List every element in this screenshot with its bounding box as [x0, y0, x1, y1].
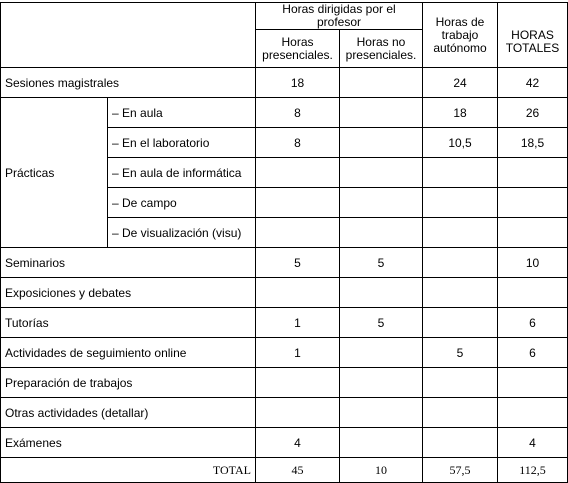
table-row-exposiciones [1, 278, 568, 308]
sub-row-label: – De campo [108, 188, 256, 218]
header-horas-dirigidas: Horas dirigidas por el profesor [256, 3, 423, 30]
row-label: Exámenes [1, 428, 256, 458]
cell-totales [498, 218, 568, 248]
sub-row-label: – En aula de informática [108, 158, 256, 188]
cell-presenciales [256, 398, 340, 428]
row-label: Exposiciones y debates [1, 278, 256, 308]
cell-presenciales: 1 [256, 338, 340, 368]
cell-autonomo [423, 188, 498, 218]
header-row-1 [1, 3, 568, 30]
total-totales: 112,5 [498, 458, 568, 483]
table-row-seminarios [1, 248, 568, 278]
total-no-presenciales: 10 [340, 458, 423, 483]
cell-totales [498, 158, 568, 188]
header-corner-cell [1, 3, 256, 68]
cell-totales [498, 368, 568, 398]
cell-no-presenciales [340, 98, 423, 128]
header-horas-no-presenciales: Horas no presenciales. [340, 30, 423, 68]
total-label: TOTAL [1, 458, 256, 483]
cell-presenciales [256, 218, 340, 248]
cell-presenciales: 18 [256, 68, 340, 98]
cell-no-presenciales [340, 68, 423, 98]
table-row-practicas-aula [1, 98, 568, 128]
cell-autonomo: 18 [423, 98, 498, 128]
cell-no-presenciales [340, 218, 423, 248]
cell-no-presenciales [340, 278, 423, 308]
cell-autonomo [423, 368, 498, 398]
cell-autonomo [423, 278, 498, 308]
cell-totales [498, 188, 568, 218]
cell-autonomo [423, 428, 498, 458]
cell-no-presenciales [340, 338, 423, 368]
cell-totales: 4 [498, 428, 568, 458]
cell-no-presenciales [340, 158, 423, 188]
cell-autonomo [423, 398, 498, 428]
row-label: Preparación de trabajos [1, 368, 256, 398]
hours-table [0, 2, 568, 483]
table-row-tutorias [1, 308, 568, 338]
sub-row-label: – De visualización (visu) [108, 218, 256, 248]
cell-no-presenciales [340, 188, 423, 218]
table-row-seguimiento [1, 338, 568, 368]
cell-autonomo [423, 158, 498, 188]
header-horas-totales: HORAS TOTALES [498, 3, 568, 68]
row-label: Actividades de seguimiento online [1, 338, 256, 368]
table-row-examenes [1, 428, 568, 458]
cell-totales [498, 398, 568, 428]
cell-totales: 10 [498, 248, 568, 278]
table-row-sesiones [1, 68, 568, 98]
cell-autonomo: 10,5 [423, 128, 498, 158]
row-label: Otras actividades (detallar) [1, 398, 256, 428]
cell-totales: 26 [498, 98, 568, 128]
cell-no-presenciales [340, 128, 423, 158]
cell-presenciales: 8 [256, 98, 340, 128]
cell-no-presenciales: 5 [340, 308, 423, 338]
cell-totales: 6 [498, 308, 568, 338]
cell-totales: 6 [498, 338, 568, 368]
cell-presenciales [256, 278, 340, 308]
header-horas-autonomo: Horas de trabajo autónomo [423, 3, 498, 68]
cell-autonomo: 5 [423, 338, 498, 368]
cell-presenciales [256, 188, 340, 218]
row-label: Tutorías [1, 308, 256, 338]
sub-row-label: – En el laboratorio [108, 128, 256, 158]
cell-autonomo [423, 248, 498, 278]
cell-no-presenciales: 5 [340, 248, 423, 278]
cell-presenciales [256, 368, 340, 398]
row-label-practicas: Prácticas [1, 98, 108, 248]
total-presenciales: 45 [256, 458, 340, 483]
total-autonomo: 57,5 [423, 458, 498, 483]
cell-totales: 18,5 [498, 128, 568, 158]
sub-row-label: – En aula [108, 98, 256, 128]
cell-autonomo: 24 [423, 68, 498, 98]
table-row-preparacion [1, 368, 568, 398]
cell-autonomo [423, 218, 498, 248]
cell-presenciales [256, 158, 340, 188]
table-row-otras [1, 398, 568, 428]
table-row-total [1, 458, 568, 483]
cell-presenciales: 8 [256, 128, 340, 158]
cell-no-presenciales [340, 398, 423, 428]
cell-presenciales: 5 [256, 248, 340, 278]
cell-no-presenciales [340, 428, 423, 458]
cell-totales: 42 [498, 68, 568, 98]
cell-totales [498, 278, 568, 308]
row-label: Sesiones magistrales [1, 68, 256, 98]
cell-autonomo [423, 308, 498, 338]
header-horas-presenciales: Horas presenciales. [256, 30, 340, 68]
row-label: Seminarios [1, 248, 256, 278]
cell-presenciales: 1 [256, 308, 340, 338]
cell-no-presenciales [340, 368, 423, 398]
cell-presenciales: 4 [256, 428, 340, 458]
